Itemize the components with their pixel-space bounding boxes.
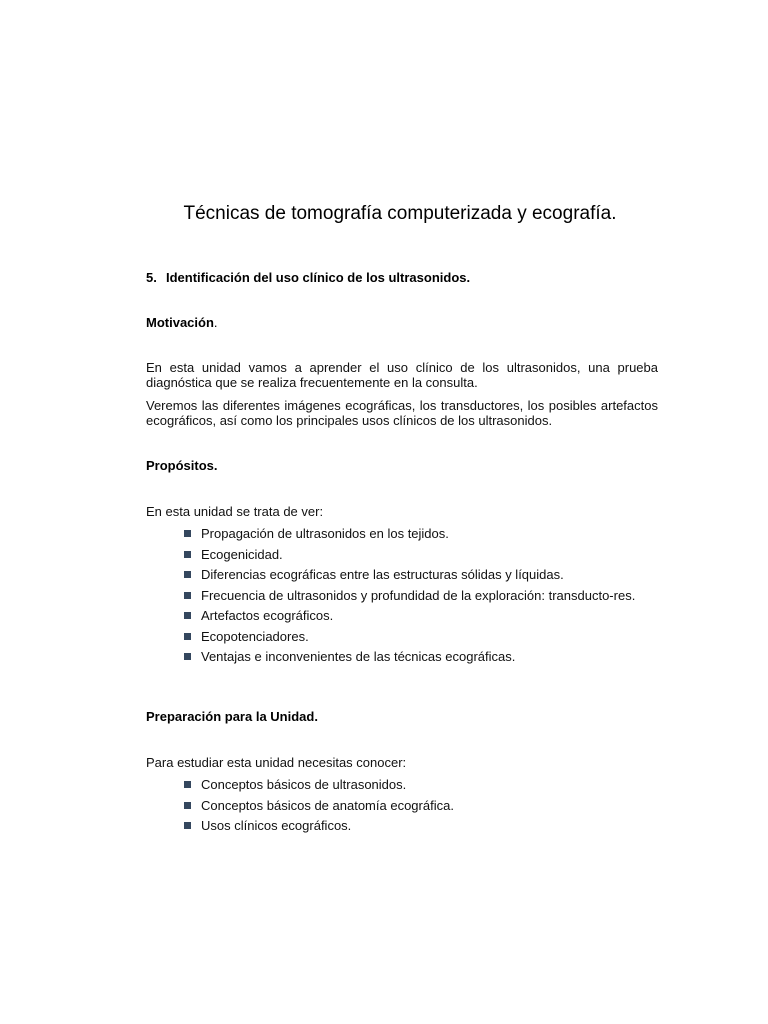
list-item: [183, 547, 658, 562]
square-bullet-icon: [184, 781, 191, 788]
document-title: Técnicas de tomografía computerizada y ecografía.: [183, 203, 617, 224]
list-item: [183, 777, 658, 792]
motivation-heading-suffix: .: [213, 315, 218, 330]
purposes-heading: Propósitos.: [146, 458, 218, 473]
square-bullet-icon: [184, 612, 191, 619]
list-item-text: Conceptos básicos de ultrasonidos.: [201, 777, 407, 792]
list-item-text: Ecopotenciadores.: [201, 628, 309, 644]
list-item-text: Artefactos ecográficos.: [201, 608, 334, 623]
square-bullet-icon: [184, 551, 191, 558]
square-bullet-icon: [184, 571, 191, 578]
square-bullet-icon: [184, 633, 191, 640]
square-bullet-icon: [184, 653, 191, 660]
square-bullet-icon: [184, 592, 191, 599]
unit-number: 5.: [146, 270, 157, 285]
list-item-text: Frecuencia de ultrasonidos y profundidad de la exploración: transducto-res.: [201, 587, 636, 603]
list-item: [183, 629, 658, 644]
purposes-list: [183, 526, 658, 670]
unit-heading-text: Identificación del uso clínico de los ultrasonidos.: [166, 270, 471, 285]
purposes-intro: En esta unidad se trata de ver:: [146, 504, 324, 519]
list-item: [183, 588, 658, 603]
list-item: [183, 818, 658, 833]
list-item-text: Conceptos básicos de anatomía ecográfica.: [201, 797, 454, 813]
square-bullet-icon: [184, 802, 191, 809]
list-item: [183, 526, 658, 541]
list-item-text: Ventajas e inconvenientes de las técnicas ecográficas.: [201, 649, 516, 664]
square-bullet-icon: [184, 822, 191, 829]
list-item-text: Diferencias ecográficas entre las estructuras sólidas y líquidas.: [201, 567, 564, 582]
square-bullet-icon: [184, 530, 191, 537]
preparation-intro: Para estudiar esta unidad necesitas conocer:: [146, 755, 407, 770]
list-item: [183, 567, 658, 582]
unit-heading: [146, 270, 658, 286]
list-item: [183, 649, 658, 664]
motivation-paragraph-2: Veremos las diferentes imágenes ecográficas, los transductores, los posibles artefactos ecográficos, así como los principales usos clínicos de los ultrasonidos.: [146, 398, 658, 428]
preparation-heading: Preparación para la Unidad.: [146, 709, 318, 724]
motivation-paragraph-1: En esta unidad vamos a aprender el uso clínico de los ultrasonidos, una prueba diagnóstica que se realiza frecuentemente en la consulta.: [146, 360, 658, 390]
list-item-text: Propagación de ultrasonidos en los tejidos.: [201, 526, 449, 541]
motivation-heading: [146, 315, 658, 331]
list-item-text: Usos clínicos ecográficos.: [201, 818, 352, 833]
list-item: [183, 798, 658, 813]
list-item: [183, 608, 658, 623]
list-item-text: Ecogenicidad.: [201, 546, 283, 562]
preparation-list: [183, 777, 658, 839]
motivation-heading-text: Motivación: [146, 315, 214, 330]
